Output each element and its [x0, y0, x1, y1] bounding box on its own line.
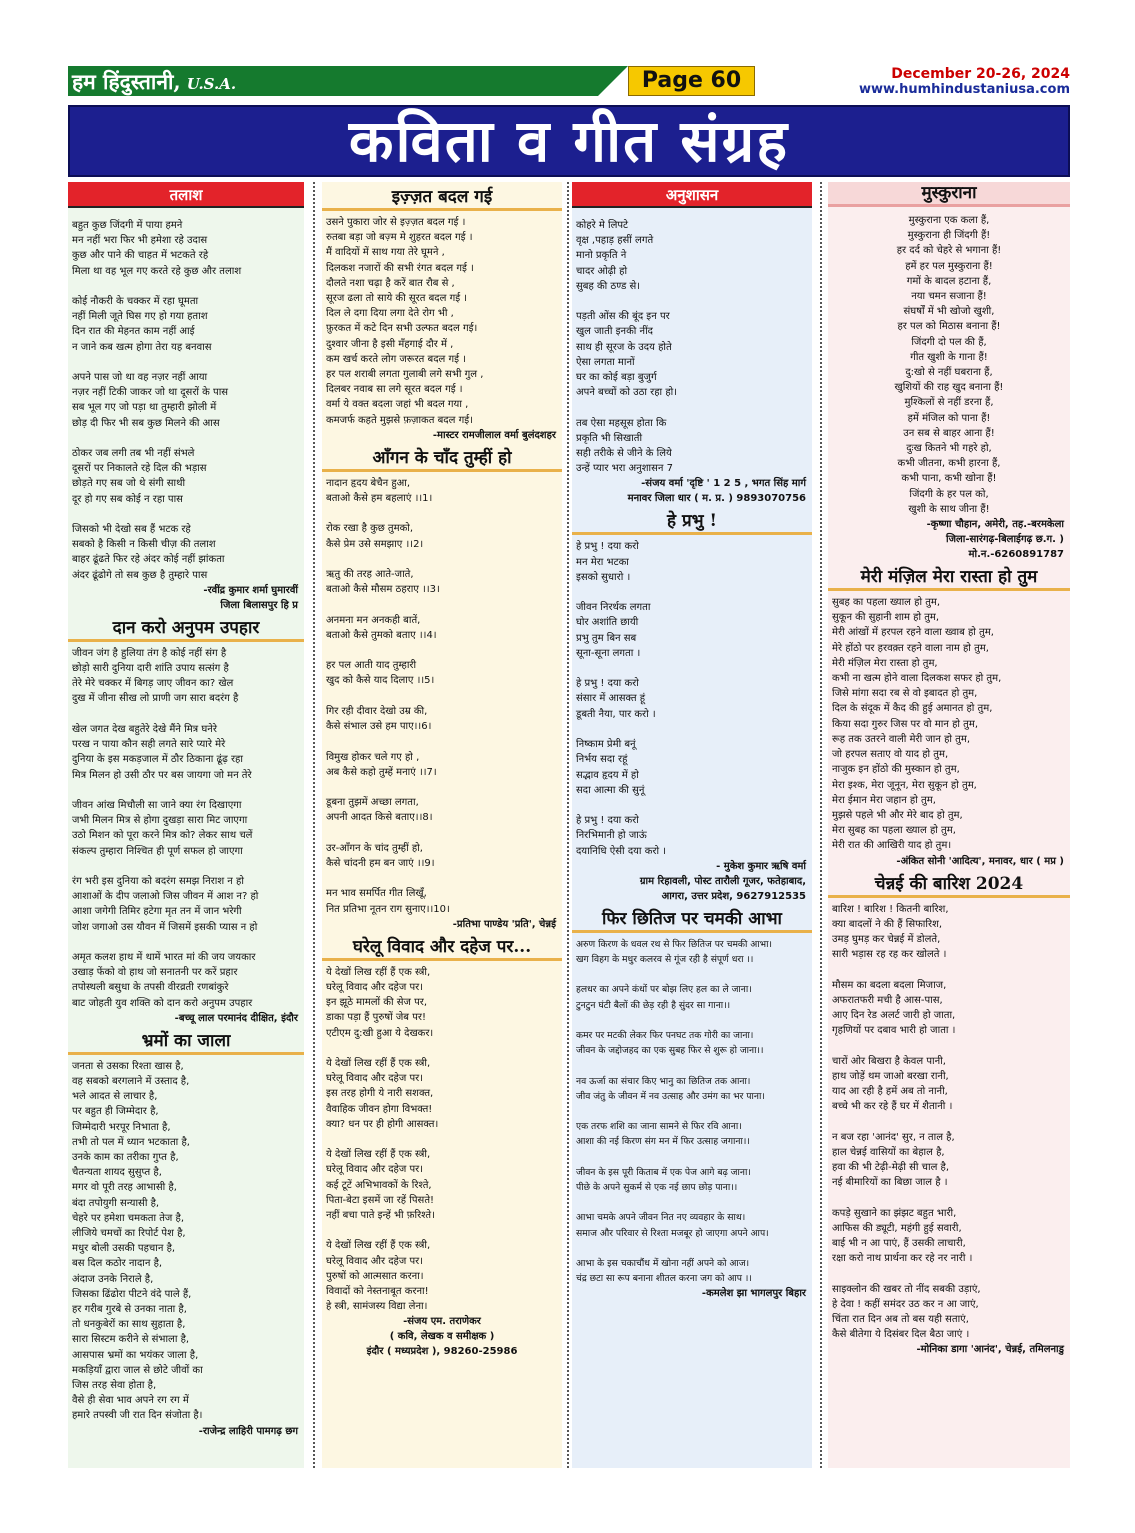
poem-body: जनता से उसका रिश्ता खास है, वह सबको बरगलाने में उस्ताद है, भले आदत से लाचार है, पर बहुत ही जिम्मेदार है, जिम्मेदारी भरपूर निभाता है, तभी तो पल में ध्यान भटकाता है, उनके काम का तरीका गुप्त है, चैतन्यता शायद सुसुप्त है, मगर वो पूरी तरह आभासी है, बंदा तपोयुगी सन्यासी है, चेहरे पर हमेशा चमकता तेज है, लीजिये चमचों का रिपोर्ट पेश है, मधुर बोली उसकी पहचान है, बस दिल कठोर नादान है, अंदाज उनके निराले है, जिसका ढिंढोरा पीटने वंदे पाले हैं, हर गरीब गुरबे से उनका नाता है, तो धनकुबेरों का साथ सुहाता है, सारा सिस्टम करीने से संभाला है, आसपास भ्रमों का भयंकर जाला है, मकड़ियाँ द्वारा जाल से छोटे जीवों का जिस तरह सेवा होता है, वैसे ही सेवा भाव अपने रग रग में हमारे तपस्वी जी रात दिन संजोता है। [72, 1060, 203, 1422]
poem-phir-chhitij [572, 908, 812, 1302]
poem-talash [68, 182, 304, 613]
column-divider [567, 182, 569, 1468]
poem-body: सुबह का पहला ख्याल हो तुम, सुकून की सुहानी शाम हो तुम, मेरी आंखों में हरपल रहने वाला ख्वाब हो तुम, मेरे होंठो पर हरवक़्त रहने वाला नाम हो तुम, मेरी मंज़िल मेरा रास्ता हो तुम, कभी ना खत्म होने वाला दिलकश सफर हो तुम, जिसे मांगा सदा रब से वो इबादत हो तुम, दिल के संदूक में कैद की हुई अमानत हो तुम, किया सदा गुरुर जिस पर वो मान हो तुम, रूह तक उतरने वाली मेरी जान हो तुम, जो हरपल सताए वो याद हो तुम, नाजुक इन होंठो की मुस्कान हो तुम, मेरा इश्क, मेरा जूनून, मेरा सुकून हो तुम, मेरा ईमान मेरा जहान हो तुम, मुझसे पहले भी और मेरे बाद हो तुम, मेरा सुबह का पहला ख्याल हो तुम, मेरी रात की आखिरी याद हो तुम। [832, 597, 1002, 852]
poem-aangan-ke-chaand [322, 447, 562, 932]
poem-body: बारिश ! बारिश ! कितनी बारिश, क्या बादलों ने की हैं सिफारिश, उमड़ घुमड़ कर चेन्नई में डोलते, सारी भड़ास रह रह कर खोलते । मौसम का बदला बदला मिजाज, अफरातफरी मची है आस-पास, आए दिन रेड अलर्ट जारी हो जाता, गृहणियों पर दबाव भारी हो जाता । चारों ओर बिखरा है केवल पानी, हाथ जोड़ें थम जाओ बरखा रानी, याद आ रही है हमें अब तो नानी, बच्चे भी कर रहे हैं घर में शैतानी । न बज रहा 'आनंद' सुर, न ताल है, हाल चेन्नई वासियों का बेहाल है, हवा की भी टेढ़ी-मेढ़ी सी चाल है, नई बीमारियों का बिछा जाल है । कपड़े सुखाने का झंझट बहुत भारी, आफिस की ड्यूटी, महंगी हुई सवारी, बाई भी न आ पाएं, हैं उसकी लाचारी, रक्षा करो नाथ प्रार्थना कर रहे नर नारी । साइक्लोन की खबर तो नींद सबकी उड़ाएं, हे देवा ! कहीं समंदर उठ कर न आ जाएं, चिंता रात दिन अब तो बस यही सताएं, कैसे बीतेगा ये दिसंबर दिल बैठा जाएं । [832, 903, 981, 1341]
column-divider [820, 182, 822, 1468]
poem-credit: -प्रतिभा पाण्डेय 'प्रति', चेन्नई [452, 918, 556, 930]
poem-credit: -राजेन्द्र लाहिरी पामगढ़ छग [198, 1425, 298, 1437]
page-number: Page 60 [628, 66, 755, 96]
column-4 [828, 182, 1070, 1468]
poem-title: मुस्कुराना [828, 182, 1070, 207]
poem-credit: -संजय वर्मा 'दृष्टि ' 1 2 5 , भगत सिंह मार्ग मनावर जिला धार ( म. प्र. ) 9893070756 [627, 478, 806, 505]
poem-credit: -रवींद्र कुमार शर्मा घुमारवीं जिला बिलासपुर हि प्र [203, 584, 298, 611]
poem-body: मुस्कुराना एक कला हैं, मुस्कुराना ही जिंदगी हैं! हर दर्द को चेहरे से भगाना हैं! हमें हर पल मुस्कुराना हैं! गमों के बादल हटाना हैं, नया चमन सजाना हैं! संघर्षों में भी खोजो खुशी, हर पल को मिठास बनाना हैं! जिंदगी दो पल की हैं, गीत खुशी के गाना हैं! दु:खो से नहीं घबराना हैं, खुशियों की राह खुद बनाना हैं! मुश्किलों से नहीं डरना हैं, हमें मंजिल को पाना हैं! उन सब से बाहर आना हैं! दुःख कितने भी गहरे हो, कभी जीतना, कभी हारना हैं, कभी पाना, कभी खोना हैं! जिंदगी के हर पल को, खुशी के साथ जीना हैं! [894, 215, 1004, 515]
poem-title: आँगन के चाँद तुम्हीं हो [322, 447, 562, 472]
section-banner [68, 105, 1070, 177]
poem-title: भ्रमों का जाला [68, 1030, 304, 1055]
poem-body: बहुत कुछ जिंदगी में पाया हमने मन नहीं भरा फिर भी हमेशा रहे उदास कुछ और पाने की चाहत में भटकते रहे मिला था वह भूल गए करते रहे कुछ और तलाश कोई नौकरी के चक्कर में रहा घूमता नहीं मिली जूते घिस गए हो गया हताश दिन रात की मेहनत काम नहीं आई न जाने कब खत्म होगा तेरा यह बनवास अपने पास जो था वह नज़र नहीं आया नज़र नहीं टिकी जाकर जो था दूसरों के पास सब भूल गए जो पड़ा था तुम्हारी झोली में छोड़ दी फिर भी सब कुछ मिलने की आस ठोकर जब लगी तब भी नहीं संभले दूसरों पर निकालते रहे दिल की भड़ास छोड़ते गए सब जो थे संगी साथी दूर हो गए सब कोई न रहा पास जिसको भी देखो सब हैं भटक रहे सबको है किसी न किसी चीज़ की तलाश बाहर ढूंढते फिर रहे अंदर कोई नहीं झांकता अंदर ढूंढोगे तो सब कुछ है तुम्हारे पास [72, 220, 242, 581]
poem-title: मेरी मंज़िल मेरा रास्ता हो तुम [828, 566, 1070, 591]
poem-chennai-ki-barish [828, 873, 1070, 1358]
poem-title: फिर छितिज पर चमकी आभा [572, 908, 812, 933]
poem-credit: -बच्चू लाल परमानंद दीक्षित, इंदौर [174, 1012, 298, 1024]
poem-bhramon-ka-jaala [68, 1030, 304, 1439]
poem-body: कोहरे मे लिपटे वृक्ष ,पहाड़ हसीं लगते मानो प्रकृति ने चादर ओढ़ी हो सुबह की ठण्ड से। पड़ती ओंस की बूंद इन पर खुल जाती इनकी नींद साथ ही सूरज के उदय होते ऐसा लगता मानों घर का कोई बड़ा बुजुर्ग अपने बच्चों को उठा रहा हो। तब ऐसा महसूस होता कि प्रकृति भी सिखाती सही तरीके से जीने के लिये उन्हें प्यार भरा अनुशासन 7 [576, 220, 678, 475]
poem-body: नादान हृदय बेचैन हुआ, बताओ कैसे हम बहलाएं ।।1। रोक रखा है कुछ तुमको, कैसे प्रेम उसे समझाए ।।2। ऋतु की तरह आते-जाते, बताओ कैसे मौसम ठहराए ।।3। अनमना मन अनकही बातें, बताओ कैसे तुमको बताए ।।4। हर पल आती याद तुम्हारी खुद को कैसे याद दिलाए ।।5। गिर रही दीवार देखो उम्र की, कैसे संभाल उसे हम पाए।।6। विमुख होकर चले गए हो , अब कैसे कहो तुम्हें मनाएं ।।7। डूबना तुझमें अच्छा लगता, अपनी आदत किसे बताए।।8। उर-आँगन के चांद तुम्हीं हो, कैसे चांदनी हम बन जाएं ।।9। मन भाव समर्पित गीत लिखूँ, नित प्रतिभा नूतन राग सुनाए।।10। [326, 477, 450, 915]
issue-date-block [859, 66, 1070, 98]
poem-title: घरेलू विवाद और दहेज पर... [322, 936, 562, 961]
website-link[interactable]: www.humhindustaniusa.com [858, 82, 1070, 97]
poem-he-prabhu [572, 510, 812, 903]
poem-credit: -संजय एम. तराणेकर ( कवि, लेखक व समीक्षक ) इंदौर ( मध्यप्रदेश ), 98260-25986 [366, 1316, 518, 1358]
poem-title: इज़्ज़त बदल गई [322, 186, 562, 211]
column-2 [322, 182, 562, 1468]
issue-date: December 20-26, 2024 [891, 66, 1070, 82]
poem-title: अनुशासन [572, 182, 812, 208]
column-1 [68, 182, 304, 1468]
poem-meri-manzil [828, 566, 1070, 868]
poem-credit: -कमलेश झा भागलपुर बिहार [701, 1288, 806, 1300]
poem-body: जीवन जंग है हुलिया तंग है कोई नहीं संग है छोड़ो सारी दुनिया दारी शांति उपाय सत्संग है तेरे मेरे चक्कर में बिगड़ जाए जीवन का? खेल दुख में जीना सीख लो प्राणी जग सारा बदरंग है खेल जगत देख बहुतेरे देखे मैंने मित्र घनेरे परख न पाया कौन सही लगते सारे प्यारे मेरे दुनिया के इस मकड़जाल में ठौर ठिकाना ढूंढ़ रहा मित्र मिलन हो उसी ठौर पर बस जायगा जो मन तेरे जीवन आंख मिचौली सा जाने क्या रंग दिखाएगा जभी मिलन मित्र से होगा दुखड़ा सारा मिट जाएगा उठो मिशन को पूरा करने मित्र को? लेकर साथ चलें संकल्प तुम्हारा निश्चित ही पूर्ण सफल हो जाएगा रंग भरी इस दुनिया को बदरंग समझ निराश न हो आशाओं के दीप जलाओ जिस जीवन में आश न? हो आशा जगेगी तिमिर हटेगा मृत तन में जान भरेगी जोश जगाओ उस यौवन में जिसमें इसकी प्यास न हो अमृत कलश हाथ में थामें भारत मां की जय जयकार उखाड़ फेंको वो हाथ जो सनातनी पर करें प्रहार तपोस्थली बसुधा के तपसी वीरव्रती रणबांकुरे बाट जोहती युव शक्ति को दान करो अनुपम उपहार [72, 647, 259, 1009]
poem-body: हे प्रभु ! दया करो मन मेरा भटका इसको सुधारो । जीवन निरर्थक लगता घोर अशांति छायी प्रभु तुम बिन सब सूना-सूना लगता । हे प्रभु ! दया करो संसार में आसक्त हूं डूबती नैया, पार करो । निष्काम प्रेमी बनूं निर्भय सदा रहूं सद्भाव हृदय में हो सदा आत्मा की सुनूं हे प्रभु ! दया करो निरभिमानी हो जाऊं दयानिधि ऐसी दया करो । [576, 541, 667, 857]
poem-body: ये देखों लिख रहीं हैं एक स्त्री, घरेलू विवाद और दहेज पर। इन झूठे मामलों की सेज पर, डाका पड़ा हैं पुरुषों जेब पर! एटीएम दु:खी हुआ ये देखकर। ये देखों लिख रहीं हैं एक स्त्री, घरेलू विवाद और दहेज पर। इस तरह होगी ये नारी सशक्त, वैवाहिक जीवन होगा विभक्त! क्या? धन पर ही होगी आसक्त। ये देखों लिख रहीं हैं एक स्त्री, घरेलू विवाद और दहेज पर। कई टूटें अभिभावकों के रिश्ते, पिता-बेटा इसमें जा रहें पिसते! नहीं बचा पाते इन्हें भी फ़रिश्ते। ये देखों लिख रहीं हैं एक स्त्री, घरेलू विवाद और दहेज पर। पुरुषों को आत्मसात करना। विवादों को नेस्तनाबूत करना! हे स्त्री, सामंजस्य विद्या लेना। [326, 966, 439, 1313]
poem-credit: - मुकेश कुमार ऋषि वर्मा ग्राम रिहावली, पोस्ट तारौली गूजर, फतेहाबाद, आगरा, उत्तर प्रदेश, 9627912535 [639, 860, 806, 902]
poem-anushasan [572, 182, 812, 506]
poem-daan-karo [68, 617, 304, 1026]
poem-izzat-badal-gai [322, 186, 562, 443]
poem-credit: -अंकित सोनी 'आदित्य', मनावर, धार ( मप्र ) [896, 855, 1064, 867]
poem-credit: -मास्टर रामजीलाल वर्मा बुलंदशहर [432, 429, 556, 441]
brand-name: हम हिंदुस्तानी, [72, 69, 181, 94]
poem-gharelu-vivaad [322, 936, 562, 1360]
column-3 [572, 182, 812, 1468]
masthead-wedge [598, 66, 628, 96]
poem-body: उसने पुकारा जोर से इज़्ज़त बदल गई । रुतबा बड़ा जो बज़्म मे शुहरत बदल गई । मैं वादियों में साथ गया तेरे घूमने , दिलकश नजारों की सभी रंगत बदल गई । दौलते नशा चढ़ा है करें बात रौब से , सूरज ढला तो साये की सूरत बदल गई । दिल ले दगा दिया लगा देते रोग भी , फ़ुरकत में कटे दिन सभी उल्फत बदल गई। दुश्वार जीना है इसी मँहगाई दौर में , कम खर्च करते लोग जरूरत बदल गई । हर पल शराबी लगता गुलाबी लगे सभी गुल , दिलबर नवाब सा लगे सूरत बदल गई । वर्मा ये वक्त बदला जहां भी बदल गया , कमजर्फ कहते मुझसे फ़ज़ाकत बदल गई। [326, 217, 484, 426]
page-header [68, 66, 1070, 100]
poem-title: तलाश [68, 182, 304, 208]
poem-title: दान करो अनुपम उपहार [68, 617, 304, 642]
poem-body: अरुण किरण के धवल रथ से फिर छितिज पर चमकी आभा। खग विहग के मधुर कलरव से गूंज रही है संपूर्ण धरा ।। हलधर का अपने कंधों पर बोझ लिए हल का ले जाना। टुनटुन घंटी बैलों की छेड़ रही है सुंदर सा गाना।। कमर पर मटकी लेकर फिर पनघट तक गोरी का जाना। जीवन के जद्दोजहद का एक सुबह फिर से शुरू हो जाना।। नव ऊर्जा का संचार किए भानु का छितिज तक आना। जीव जंतु के जीवन में नव उत्साह और उमंग का भर पाना। एक तरफ शशि का जाना सामने से फिर रवि आना। आशा की नई किरण संग मन में फिर उत्साह जगाना।। जीवन के इस पूरी किताब में एक पेज आगे बढ़ जाना। पीछे के अपने सुकर्म से एक नई छाप छोड़ पाना।। आभा चमके अपने जीवन नित नए व्यवहार के साथ। समाज और परिवार से रिश्ता मजबूर हो जाएगा अपने आप। आभा के इस चकाचौंध में खोना नहीं अपने को आज। चंद्र छटा सा रूप बनाना शीतल करना जग को आप ।। [576, 938, 773, 1285]
poem-credit: -मोनिका डागा 'आनंद', चेन्नई, तमिलनाडु [916, 1344, 1064, 1356]
masthead-brand [68, 66, 598, 96]
brand-suffix: U.S.A. [186, 75, 237, 93]
poem-title: चेन्नई की बारिश 2024 [828, 873, 1070, 898]
poem-muskurana [828, 182, 1070, 562]
column-divider [313, 182, 315, 1468]
poem-credit: -कृष्णा चौहान, अमेरी, तह.-बरमकेला जिला-सारंगढ़-बिलाईगढ़ छ.ग. ) मो.न.-6260891787 [926, 519, 1064, 561]
section-title: कविता व गीत संग्रह [348, 107, 790, 175]
poem-title: हे प्रभु ! [572, 510, 812, 535]
